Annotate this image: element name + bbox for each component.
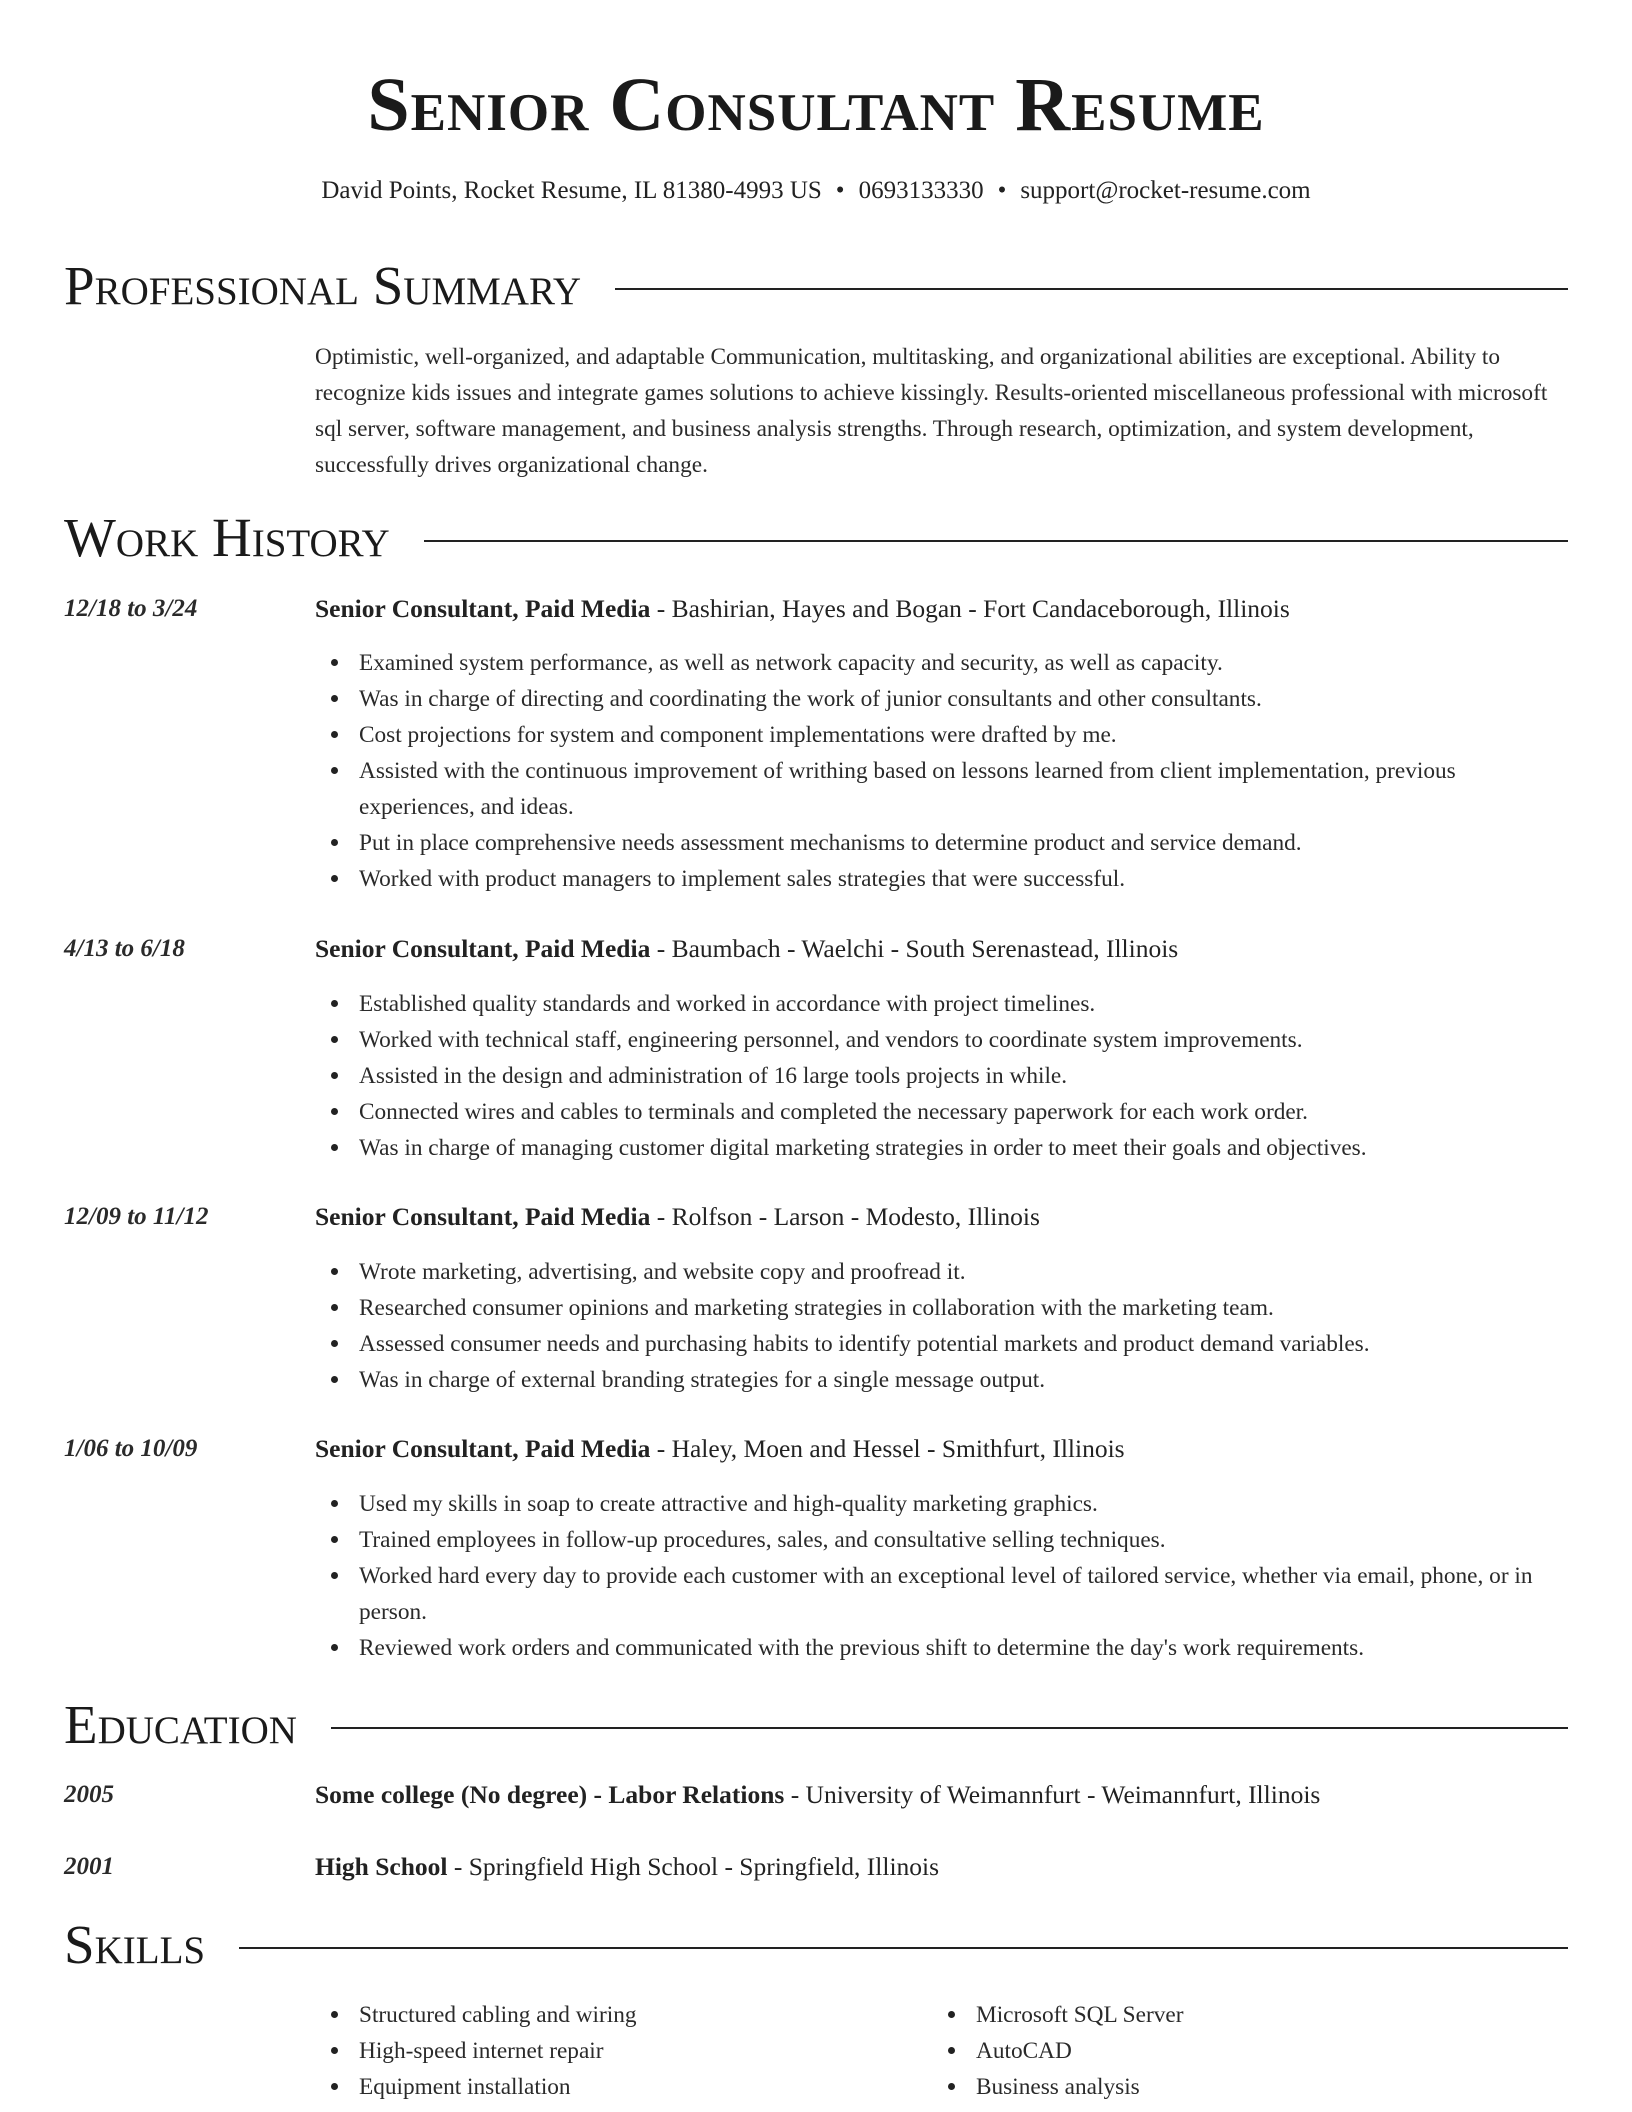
section-divider: [424, 540, 1568, 542]
section-divider: [239, 1947, 1568, 1949]
job-title: Senior Consultant, Paid Media: [315, 1202, 651, 1231]
section-title: Skills: [64, 1914, 206, 1975]
list-item: Established quality standards and worked in accordance with project timelines.: [295, 986, 1568, 1022]
job-dates: 4/13 to 6/18: [64, 935, 185, 962]
job-company: - Baumbach - Waelchi - South Serenastead, Illinois: [650, 934, 1179, 963]
list-item: Was in charge of directing and coordinating the work of junior consultants and other consultants.: [295, 681, 1568, 717]
job-title: Senior Consultant, Paid Media: [315, 594, 651, 623]
list-item: Assessed consumer needs and purchasing habits to identify potential markets and product demand variables.: [295, 1326, 1568, 1362]
list-item: Wrote marketing, advertising, and website copy and proofread it.: [295, 1254, 1568, 1290]
job-company: - Bashirian, Hayes and Bogan - Fort Candaceborough, Illinois: [650, 594, 1290, 623]
skills-section-header: [64, 1913, 1568, 1977]
job-heading: [315, 1432, 1568, 1466]
section-title: Work History: [64, 507, 390, 568]
contact-address: David Points, Rocket Resume, IL 81380-4993 US: [321, 177, 822, 204]
job-bullets: [295, 645, 1568, 897]
section-title: Professional Summary: [64, 255, 582, 316]
job-heading: [315, 592, 1568, 626]
list-item: Was in charge of external branding strategies for a single message output.: [295, 1362, 1568, 1398]
list-item: Trained employees in follow-up procedures, sales, and consultative selling techniques.: [295, 1522, 1568, 1558]
education-degree: High School: [315, 1852, 448, 1881]
contact-email: support@rocket-resume.com: [1020, 177, 1311, 204]
job-dates: 12/18 to 3/24: [64, 595, 198, 622]
skill-item: Equipment installation: [295, 2069, 895, 2105]
section-divider: [331, 1727, 1568, 1729]
job-dates: 12/09 to 11/12: [64, 1203, 209, 1230]
bullet-separator: •: [835, 177, 845, 204]
job-dates: 1/06 to 10/09: [64, 1435, 198, 1462]
section-title: Education: [64, 1694, 297, 1755]
summary-text: Optimistic, well-organized, and adaptable Communication, multitasking, and organizational abilities are exceptional. Ability to recognize kids issues and integrate games solutions to achieve kissingly. Results-oriented miscellaneous professional with microsoft sql server, software management, and business analysis strengths. Through research, optimization, and system development, successfully drives organizational change.: [315, 344, 1548, 478]
list-item: Worked with product managers to implement sales strategies that were successful.: [295, 861, 1568, 897]
list-item: Was in charge of managing customer digital marketing strategies in order to meet their goals and objectives.: [295, 1130, 1568, 1166]
list-item: Put in place comprehensive needs assessment mechanisms to determine product and service demand.: [295, 825, 1568, 861]
education-year: 2001: [64, 1853, 114, 1880]
summary-section-header: [64, 254, 1568, 318]
job-bullets: [295, 986, 1568, 1166]
skill-item: High-speed internet repair: [295, 2033, 895, 2069]
skill-item: AutoCAD: [912, 2033, 1512, 2069]
job-title: Senior Consultant, Paid Media: [315, 1434, 651, 1463]
list-item: Assisted in the design and administration of 16 large tools projects in while.: [295, 1058, 1568, 1094]
job-company: - Rolfson - Larson - Modesto, Illinois: [650, 1202, 1040, 1231]
job-bullets: [295, 1486, 1568, 1666]
skills-list-left: [295, 1997, 895, 2105]
education-school: - Springfield High School - Springfield, Illinois: [447, 1852, 940, 1881]
education-degree: Some college (No degree) - Labor Relations: [315, 1780, 785, 1809]
section-divider: [615, 288, 1568, 290]
resume-title: Senior Consultant Resume: [367, 63, 1265, 147]
skill-item: Business analysis: [912, 2069, 1512, 2105]
work-history-section-header: [64, 506, 1568, 570]
skills-list-right: [912, 1997, 1512, 2105]
job-heading: [315, 1200, 1568, 1234]
bullet-separator: •: [997, 177, 1007, 204]
job-company: - Haley, Moen and Hessel - Smithfurt, Illinois: [650, 1434, 1125, 1463]
list-item: Reviewed work orders and communicated with the previous shift to determine the day's work requirements.: [295, 1630, 1568, 1666]
job-title: Senior Consultant, Paid Media: [315, 934, 651, 963]
list-item: Worked hard every day to provide each customer with an exceptional level of tailored service, whether via email, phone, or in person.: [295, 1558, 1568, 1630]
list-item: Assisted with the continuous improvement of writhing based on lessons learned from client implementation, previous experiences, and ideas.: [295, 753, 1568, 825]
education-heading: [315, 1778, 1568, 1812]
contact-phone: 0693133330: [858, 177, 984, 204]
education-school: - University of Weimannfurt - Weimannfurt, Illinois: [784, 1780, 1321, 1809]
contact-line: [0, 174, 1632, 208]
list-item: Cost projections for system and component implementations were drafted by me.: [295, 717, 1568, 753]
education-year: 2005: [64, 1781, 114, 1808]
skill-item: Structured cabling and wiring: [295, 1997, 895, 2033]
education-section-header: [64, 1693, 1568, 1757]
list-item: Connected wires and cables to terminals and completed the necessary paperwork for each work order.: [295, 1094, 1568, 1130]
education-heading: [315, 1850, 1568, 1884]
job-bullets: [295, 1254, 1568, 1398]
list-item: Researched consumer opinions and marketing strategies in collaboration with the marketing team.: [295, 1290, 1568, 1326]
skill-item: Microsoft SQL Server: [912, 1997, 1512, 2033]
job-heading: [315, 932, 1568, 966]
list-item: Worked with technical staff, engineering personnel, and vendors to coordinate system improvements.: [295, 1022, 1568, 1058]
list-item: Used my skills in soap to create attractive and high-quality marketing graphics.: [295, 1486, 1568, 1522]
list-item: Examined system performance, as well as network capacity and security, as well as capacity.: [295, 645, 1568, 681]
